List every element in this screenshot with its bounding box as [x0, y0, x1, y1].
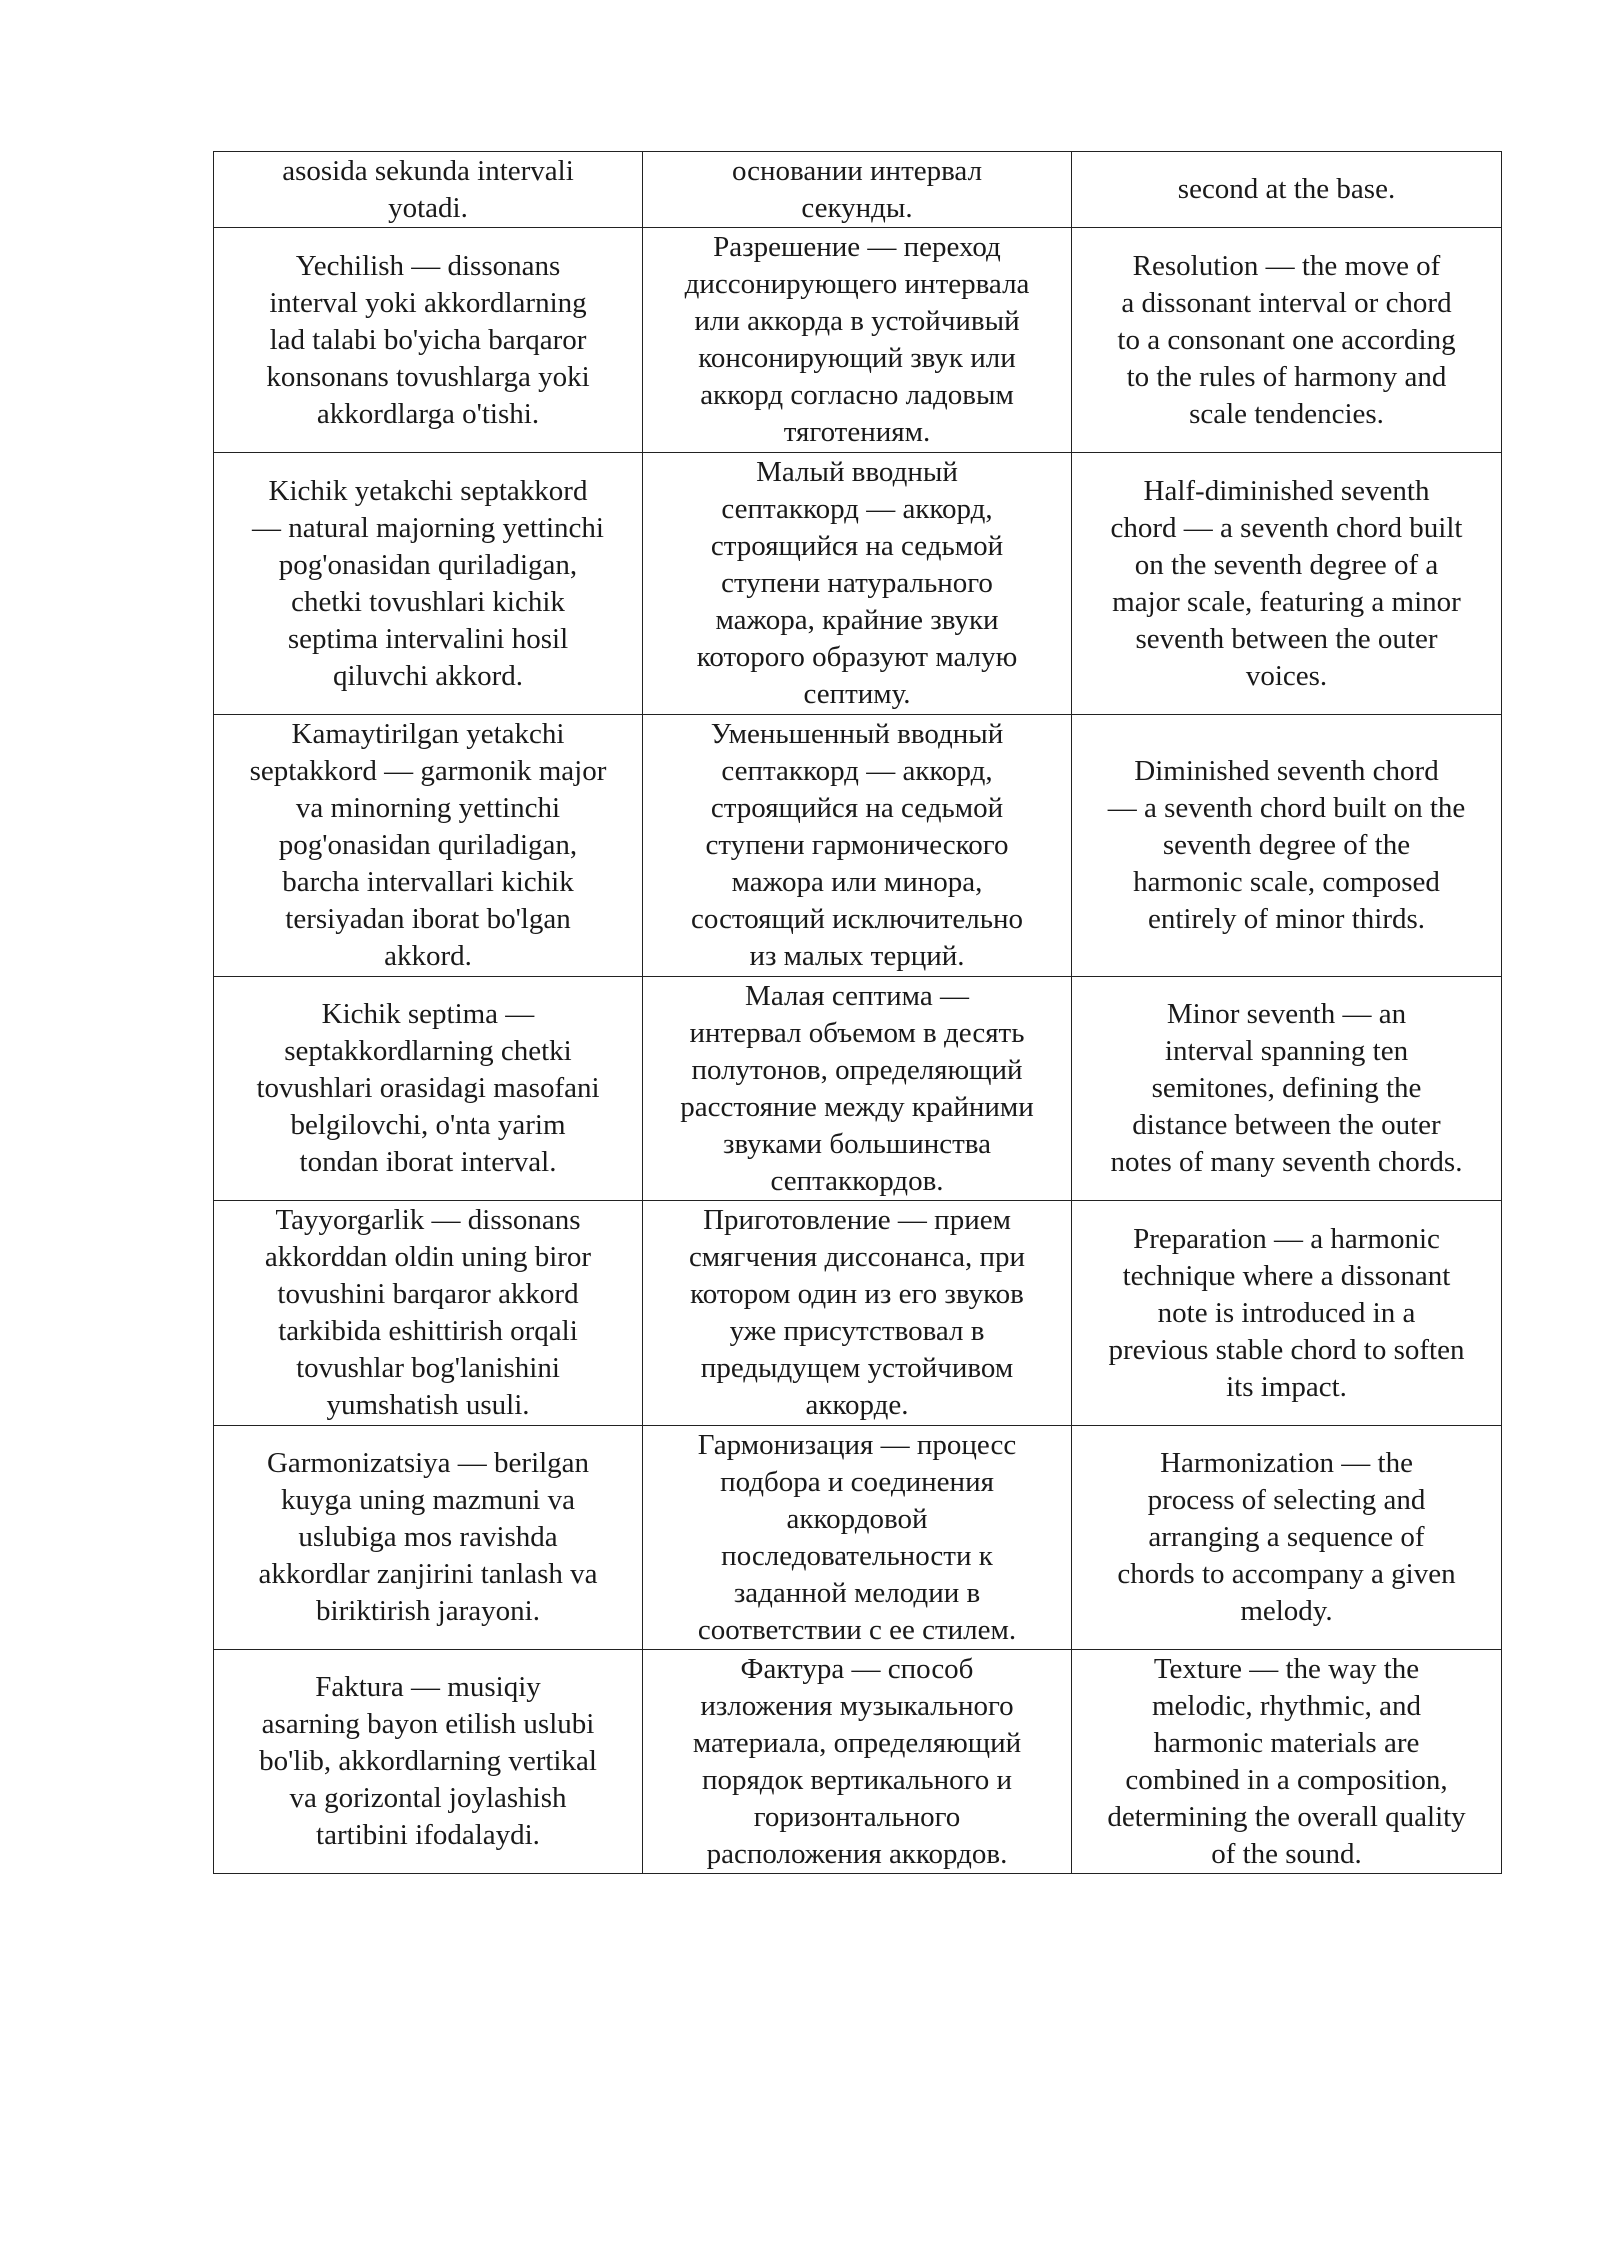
table-row: [214, 715, 1502, 977]
cell-text: Diminished seventh chord — a seventh chord built on the seventh degree of the harmonic scale, composed entirely of minor thirds.: [1107, 755, 1466, 935]
cell-text: Kamaytirilgan yetakchi septakkord — garmonik major va minorning yettinchi pog'onasidan quriladigan, barcha intervallari kichik tersiyadan iborat bo'lgan akkord.: [249, 718, 607, 972]
cell-russian: [643, 1426, 1072, 1650]
cell-text: Minor seventh — an interval spanning ten semitones, defining the distance between the outer notes of many seventh chords.: [1110, 998, 1463, 1178]
cell-russian: [643, 977, 1072, 1201]
cell-english: [1072, 715, 1502, 977]
cell-russian: [643, 453, 1072, 715]
table-row: [214, 1201, 1502, 1426]
cell-text: Yechilish — dissonans interval yoki akkordlarning lad talabi bo'yicha barqaror konsonans tovushlarga yoki akkordlarga o'tishi.: [266, 249, 590, 430]
cell-uzbek: [214, 453, 643, 715]
cell-english: [1072, 1201, 1502, 1426]
cell-russian: [643, 228, 1072, 453]
table-row: [214, 228, 1502, 453]
cell-uzbek: [214, 1426, 643, 1650]
cell-text: asosida sekunda intervali yotadi.: [282, 154, 574, 224]
cell-text: Уменьшенный вводный септаккорд — аккорд, строящийся на седьмой ступени гармонического мажора или минора, состоящий исключительно из малых терций.: [690, 718, 1024, 972]
cell-text: Гармонизация — процесс подбора и соединения аккордовой последовательности к заданной мелодии в соответствии с ее стилем.: [697, 1428, 1017, 1646]
cell-text: Tayyorgarlik — dissonans akkorddan oldin uning biror tovushini barqaror akkord tarkibida eshittirish orqali tovushlar bog'lanishini yumshatish usuli.: [264, 1204, 592, 1421]
table-row: [214, 1426, 1502, 1650]
cell-text: Разрешение — переход диссонирующего интервала или аккорда в устойчивый консонирующий звук или аккорд согласно ладовым тяготениям.: [684, 231, 1030, 448]
cell-english: [1072, 1650, 1502, 1874]
cell-text: основании интервал секунды.: [731, 154, 983, 224]
cell-russian: [643, 152, 1072, 228]
cell-uzbek: [214, 228, 643, 453]
table-row: [214, 977, 1502, 1201]
cell-text: Resolution — the move of a dissonant interval or chord to a consonant one according to the rules of harmony and scale tendencies.: [1117, 249, 1456, 430]
table-row: [214, 152, 1502, 228]
cell-text: Garmonizatsiya — berilgan kuyga uning mazmuni va uslubiga mos ravishda akkordlar zanjirini tanlash va biriktirish jarayoni.: [258, 1447, 598, 1627]
cell-text: Texture — the way the melodic, rhythmic, and harmonic materials are combined in a composition, determining the overall quality of the sound.: [1107, 1652, 1466, 1870]
cell-text: Фактура — способ изложения музыкального материала, определяющий порядок вертикального и горизонтального расположения аккордов.: [692, 1652, 1022, 1870]
cell-russian: [643, 715, 1072, 977]
cell-text: Half-diminished seventh chord — a seventh chord built on the seventh degree of a major scale, featuring a minor seventh between the outer voices.: [1110, 474, 1463, 692]
table-row: [214, 453, 1502, 715]
cell-english: [1072, 152, 1502, 228]
glossary-table: [213, 151, 1502, 1874]
cell-uzbek: [214, 977, 643, 1201]
cell-uzbek: [214, 1201, 643, 1426]
table-row: [214, 1650, 1502, 1874]
cell-russian: [643, 1650, 1072, 1874]
cell-russian: [643, 1201, 1072, 1426]
cell-uzbek: [214, 1650, 643, 1874]
cell-english: [1072, 453, 1502, 715]
cell-text: Harmonization — the process of selecting and arranging a sequence of chords to accompany a given melody.: [1117, 1447, 1456, 1627]
cell-text: Kichik septima — septakkordlarning chetki tovushlari orasidagi masofani belgilovchi, o'nta yarim tondan iborat interval.: [256, 998, 600, 1178]
cell-text: Приготовление — прием смягчения диссонанса, при котором один из его звуков уже присутствовал в предыдущем устойчивом аккорде.: [688, 1204, 1026, 1421]
cell-english: [1072, 977, 1502, 1201]
cell-text: Kichik yetakchi septakkord — natural majorning yettinchi pog'onasidan quriladigan, chetki tovushlari kichik septima intervalini hosil qiluvchi akkord.: [252, 474, 604, 692]
cell-text: Малая септима — интервал объемом в десять полутонов, определяющий расстояние между крайними звуками большинства септаккордов.: [680, 979, 1034, 1197]
cell-text: Малый вводный септаккорд — аккорд, строящийся на седьмой ступени натурального мажора, крайние звуки которого образуют малую септиму.: [696, 456, 1018, 710]
cell-text: Faktura — musiqiy asarning bayon etilish uslubi bo'lib, akkordlarning vertikal va gorizontal joylashish tartibini ifodalaydi.: [259, 1671, 597, 1851]
cell-english: [1072, 228, 1502, 453]
cell-uzbek: [214, 152, 643, 228]
cell-text: Preparation — a harmonic technique where a dissonant note is introduced in a previous stable chord to soften its impact.: [1108, 1222, 1465, 1403]
cell-english: [1072, 1426, 1502, 1650]
cell-uzbek: [214, 715, 643, 977]
cell-text: second at the base.: [1177, 173, 1396, 205]
